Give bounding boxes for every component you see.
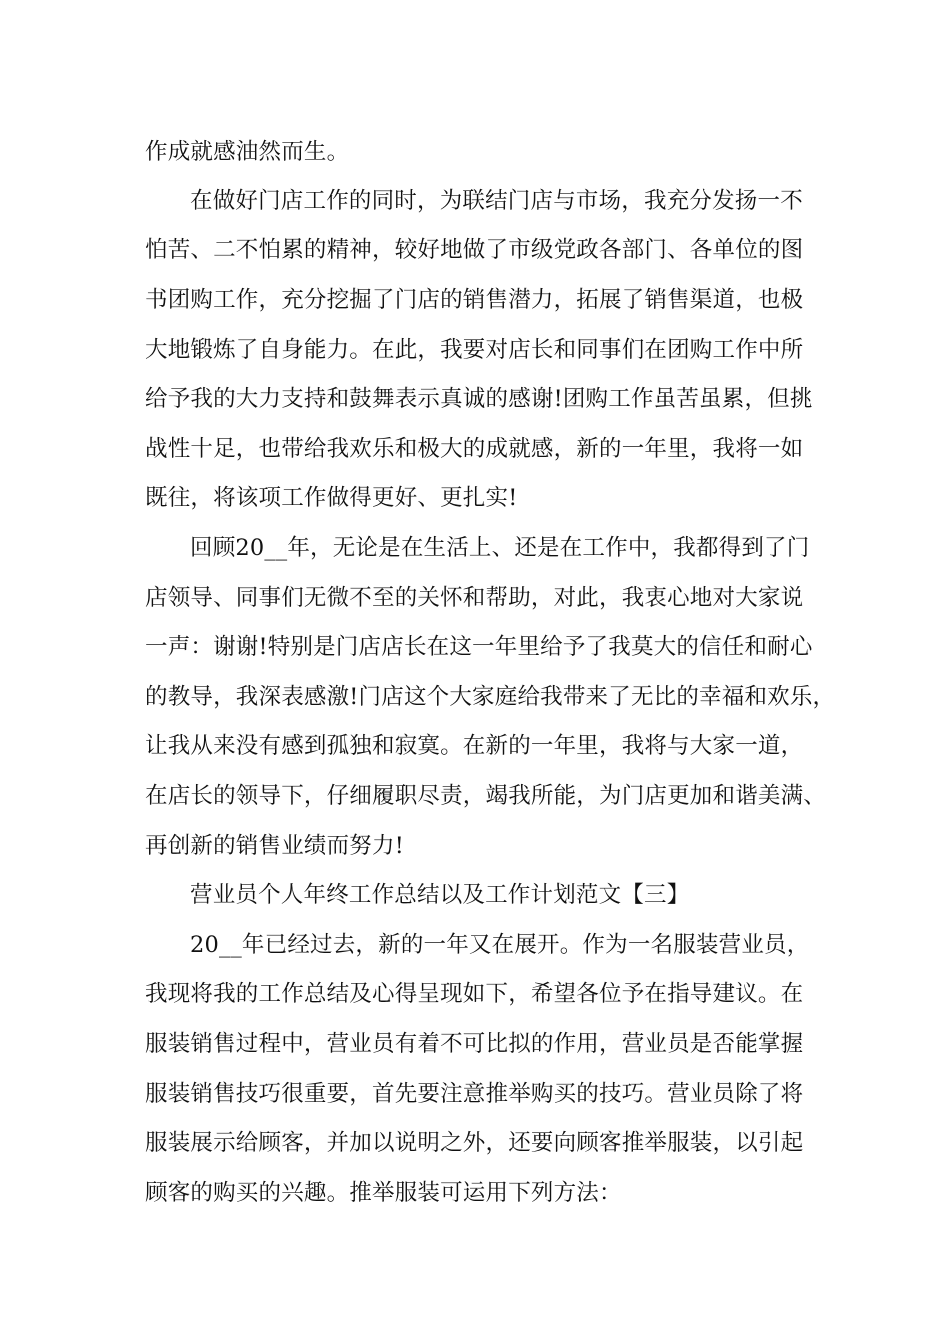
text-line: 在店长的领导下，仔细履职尽责，竭我所能，为门店更加和谐美满、 [145, 783, 827, 809]
section-heading: 营业员个人年终工作总结以及工作计划范文【三】 [190, 882, 690, 908]
text-line: 再创新的销售业绩而努力! [145, 833, 404, 859]
text-line: 回顾20__年，无论是在生活上、还是在工作中，我都得到了门 [190, 535, 810, 561]
text-line: 一声：谢谢!特别是门店店长在这一年里给予了我莫大的信任和耐心 [145, 634, 813, 660]
text-line: 既往，将该项工作做得更好、更扎实! [145, 485, 518, 511]
text-line: 顾客的购买的兴趣。推举服装可运用下列方法： [145, 1180, 622, 1206]
text-line: 怕苦、二不怕累的精神，较好地做了市级党政各部门、各单位的图 [145, 237, 804, 263]
text-line: 服装销售技巧很重要，首先要注意推举购买的技巧。营业员除了将 [145, 1081, 804, 1107]
text-line: 给予我的大力支持和鼓舞表示真诚的感谢!团购工作虽苦虽累，但挑 [145, 386, 813, 412]
text-line: 服装销售过程中，营业员有着不可比拟的作用，营业员是否能掌握 [145, 1031, 804, 1057]
text-line: 战性十足，也带给我欢乐和极大的成就感，新的一年里，我将一如 [145, 436, 804, 462]
text-line: 20__年已经过去，新的一年又在展开。作为一名服装营业员， [190, 932, 810, 958]
text-line: 书团购工作，充分挖掘了门店的销售潜力，拓展了销售渠道，也极 [145, 287, 804, 313]
text-line: 服装展示给顾客，并加以说明之外，还要向顾客推举服装，以引起 [145, 1130, 804, 1156]
text-line: 我现将我的工作总结及心得呈现如下，希望各位予在指导建议。在 [145, 981, 804, 1007]
text-line: 店领导、同事们无微不至的关怀和帮助，对此，我衷心地对大家说 [145, 585, 804, 611]
text-line: 作成就感油然而生。 [145, 139, 350, 165]
text-line: 在做好门店工作的同时，为联结门店与市场，我充分发扬一不 [190, 188, 803, 214]
text-line: 的教导，我深表感激!门店这个大家庭给我带来了无比的幸福和欢乐， [145, 684, 836, 710]
text-line: 大地锻炼了自身能力。在此，我要对店长和同事们在团购工作中所 [145, 337, 804, 363]
text-line: 让我从来没有感到孤独和寂寞。在新的一年里，我将与大家一道， [145, 733, 804, 759]
